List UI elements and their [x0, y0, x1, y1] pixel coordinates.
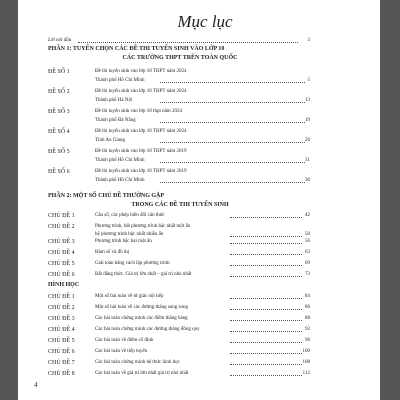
page-number: 4	[34, 381, 38, 389]
exam-location: Thành phố Hồ Chí Minh	[95, 178, 145, 183]
page-title: Mục lục	[177, 12, 233, 31]
topic-title: Hàm số và đồ thị	[95, 250, 130, 255]
geometry-topic-page: 108	[302, 360, 310, 365]
topic-label: CHỦ ĐỀ 2	[48, 224, 75, 230]
dot-leader	[160, 122, 305, 123]
dot-leader	[160, 162, 305, 163]
geometry-topic-title: Các bài toán về giá trị lớn nhất giá trị nhỏ nhất	[95, 371, 189, 376]
exam-label: ĐỀ SỐ 1	[48, 69, 70, 75]
topic-page: 42	[305, 213, 310, 218]
dot-leader	[160, 102, 305, 103]
exam-label: ĐỀ SỐ 4	[48, 129, 70, 135]
geometry-topic-title: Các bài toán chứng minh các điểm thẳng hàng	[95, 316, 188, 321]
dot-leader	[160, 82, 305, 83]
exam-location: Thành phố Hà Nội	[95, 98, 133, 103]
exam-page: 36	[305, 178, 310, 183]
geometry-topic-title: Các bài toán về điểm cố định	[95, 338, 154, 343]
toc-intro-page: 3	[307, 38, 310, 43]
geometry-topic-title: Một số bài toán về các đường thẳng song song	[95, 305, 188, 310]
topic-title: Căn số, các phép biến đổi căn thức	[95, 213, 165, 218]
dot-leader	[160, 142, 305, 143]
topic-page: 56	[305, 239, 310, 244]
exam-page: 31	[305, 158, 310, 163]
exam-page: 26	[305, 138, 310, 143]
exam-label: ĐỀ SỐ 5	[48, 149, 70, 155]
exam-page: 19	[305, 118, 310, 123]
exam-title: Đề thi tuyển sinh vào lớp 10 THPT năm 2024	[95, 69, 187, 74]
topic-page: 69	[305, 261, 310, 266]
exam-page: 13	[305, 98, 310, 103]
geometry-topic-page: 92	[305, 327, 310, 332]
geometry-topic-page: 112	[302, 371, 310, 376]
topic-label: CHỦ ĐỀ 3	[48, 239, 75, 245]
exam-title: Đề thi tuyển sinh vào lớp 10 thpt năm 2024	[95, 109, 182, 114]
exam-title: Đề thi tuyển sinh vào lớp 10 THPT năm 2024	[95, 89, 187, 94]
geometry-topic-label: CHỦ ĐỀ 2	[48, 305, 75, 311]
topic-page: 63	[305, 250, 310, 255]
geometry-topic-title: Các bài toán chứng minh hệ thức hình học	[95, 360, 180, 365]
exam-label: ĐỀ SỐ 2	[48, 89, 70, 95]
geometry-topic-label: CHỦ ĐỀ 3	[48, 316, 75, 322]
topic-label: CHỦ ĐỀ 5	[48, 261, 75, 267]
topic-title-cont: hệ phương trình bậc nhất nhiều ẩn	[95, 232, 164, 237]
toc-intro-label: Lời nói đầu	[48, 38, 72, 43]
topic-title: Bất đẳng thức. Giá trị lớn nhất – giá trị nhỏ nhất	[95, 272, 192, 277]
exam-location: Tỉnh An Giang	[95, 138, 125, 143]
dot-leader	[160, 182, 305, 183]
geometry-topic-page: 100	[302, 349, 310, 354]
geometry-topic-label: CHỦ ĐỀ 7	[48, 360, 75, 366]
exam-page: 5	[307, 78, 310, 83]
geometry-topic-title: Một số bài toán về tứ giác nội tiếp	[95, 294, 164, 299]
topic-label: CHỦ ĐỀ 4	[48, 250, 75, 256]
exam-location: Thành phố Đà Nẵng	[95, 118, 136, 123]
geometry-topic-title: Các bài toán chứng minh các đường thẳng đồng quy	[95, 327, 200, 332]
geometry-topic-label: CHỦ ĐỀ 8	[48, 371, 75, 377]
geometry-topic-page: 86	[305, 305, 310, 310]
part2-heading: PHẦN 2: MỘT SỐ CHỦ ĐỀ THƯỜNG GẶP	[48, 193, 165, 199]
geometry-topic-label: CHỦ ĐỀ 1	[48, 294, 75, 300]
geometry-topic-label: CHỦ ĐỀ 5	[48, 338, 75, 344]
exam-title: Đề thi tuyển sinh vào lớp 10 THPT năm 2024	[95, 129, 187, 134]
geometry-topic-page: 96	[305, 338, 310, 343]
exam-location: Thành phố Hồ Chí Minh	[95, 78, 145, 83]
topic-label: CHỦ ĐỀ 6	[48, 272, 75, 278]
exam-label: ĐỀ SỐ 6	[48, 169, 70, 175]
exam-location: Thành phố Hồ Chí Minh	[95, 158, 145, 163]
part1-heading: PHẦN 1: TUYỂN CHỌN CÁC ĐỀ THI TUYỂN SINH VÀO LỚP 10	[48, 46, 225, 52]
geometry-topic-label: CHỦ ĐỀ 6	[48, 349, 75, 355]
dot-leader	[78, 42, 298, 43]
geometry-topic-page: 84	[305, 294, 310, 299]
topic-label: CHỦ ĐỀ 1	[48, 213, 75, 219]
part2-subheading: TRONG CÁC ĐỀ THI TUYỂN SINH	[131, 202, 229, 208]
exam-title: Đề thi tuyển sinh vào lớp 10 THPT năm 2019	[95, 149, 187, 154]
geometry-heading: HÌNH HỌC	[48, 282, 80, 288]
exam-title: Đề thi tuyển sinh vào lớp 10 THPT năm 2019	[95, 169, 187, 174]
topic-page: 73	[305, 272, 310, 277]
topic-title: Giải toán bằng cách lập phương trình	[95, 261, 170, 266]
part1-subheading: CÁC TRƯỜNG THPT TRÊN TOÀN QUỐC	[122, 55, 238, 61]
topic-title: Phương trình, bất phương trình bậc nhất một ẩn	[95, 224, 191, 229]
geometry-topic-title: Các bài toán về tiếp tuyến	[95, 349, 148, 354]
exam-label: ĐỀ SỐ 3	[48, 109, 70, 115]
topic-title: Phương trình bậc hai một ẩn	[95, 239, 152, 244]
topic-page: 50	[305, 232, 310, 237]
geometry-topic-label: CHỦ ĐỀ 4	[48, 327, 75, 333]
geometry-topic-page: 88	[305, 316, 310, 321]
